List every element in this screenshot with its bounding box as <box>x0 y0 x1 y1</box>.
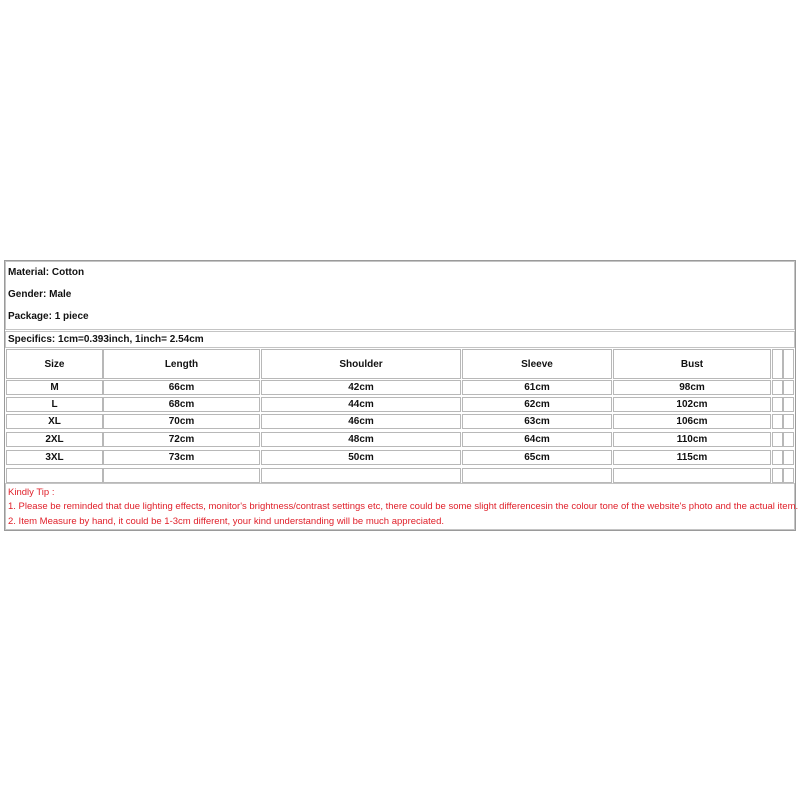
measure-cell: 46cm <box>261 414 461 429</box>
measure-cell: 61cm <box>462 380 612 395</box>
measure-cell <box>783 380 794 395</box>
measure-cell: 68cm <box>103 397 260 412</box>
size-chart-sheet <box>4 260 799 531</box>
measure-cell <box>783 414 794 429</box>
measure-cell: 98cm <box>613 380 771 395</box>
kindly-tip-box <box>5 483 799 530</box>
gender-text: Gender: Male <box>8 289 72 300</box>
measure-cell <box>772 414 783 429</box>
measure-cell <box>772 432 783 447</box>
header-sleeve: Sleeve <box>462 349 612 379</box>
measure-cell <box>783 432 794 447</box>
header-blank <box>772 349 783 379</box>
tip-line-1: 1. Please be reminded that due lighting effects, monitor's brightness/contrast settings etc, there could be some slight differencesin the colour tone of the website's photo and the actual item. <box>8 501 799 512</box>
measure-cell: 106cm <box>613 414 771 429</box>
measure-cell: 64cm <box>462 432 612 447</box>
header-length: Length <box>103 349 260 379</box>
measure-cell: 48cm <box>261 432 461 447</box>
measure-cell <box>783 450 794 465</box>
empty-cell <box>783 468 794 483</box>
measure-cell: 44cm <box>261 397 461 412</box>
header-shoulder: Shoulder <box>261 349 461 379</box>
measure-cell: 65cm <box>462 450 612 465</box>
empty-cell <box>772 468 783 483</box>
measure-cell: 102cm <box>613 397 771 412</box>
measure-cell: 115cm <box>613 450 771 465</box>
size-cell: 3XL <box>6 450 103 465</box>
measure-cell: 70cm <box>103 414 260 429</box>
package-text: Package: 1 piece <box>8 311 89 322</box>
measure-cell <box>772 380 783 395</box>
tip-heading: Kindly Tip : <box>8 487 55 498</box>
header-bust: Bust <box>613 349 771 379</box>
measure-cell: 73cm <box>103 450 260 465</box>
measure-cell: 62cm <box>462 397 612 412</box>
header-size: Size <box>6 349 103 379</box>
empty-cell <box>613 468 771 483</box>
measure-cell <box>783 397 794 412</box>
size-cell: L <box>6 397 103 412</box>
header-blank <box>783 349 794 379</box>
tip-line-2: 2. Item Measure by hand, it could be 1-3cm different, your kind understanding will be much appreciated. <box>8 516 445 527</box>
size-cell: 2XL <box>6 432 103 447</box>
measure-cell: 50cm <box>261 450 461 465</box>
empty-cell <box>103 468 260 483</box>
material-text: Material: Cotton <box>8 267 85 278</box>
measure-cell: 63cm <box>462 414 612 429</box>
product-info-box <box>5 261 795 330</box>
measure-cell <box>772 450 783 465</box>
size-cell: M <box>6 380 103 395</box>
size-cell: XL <box>6 414 103 429</box>
measure-cell: 42cm <box>261 380 461 395</box>
specifics-text: Specifics: 1cm=0.393inch, 1inch= 2.54cm <box>5 331 795 348</box>
measure-cell: 66cm <box>103 380 260 395</box>
empty-cell <box>261 468 461 483</box>
measure-cell <box>772 397 783 412</box>
empty-cell <box>6 468 103 483</box>
empty-cell <box>462 468 612 483</box>
measure-cell: 110cm <box>613 432 771 447</box>
measure-cell: 72cm <box>103 432 260 447</box>
